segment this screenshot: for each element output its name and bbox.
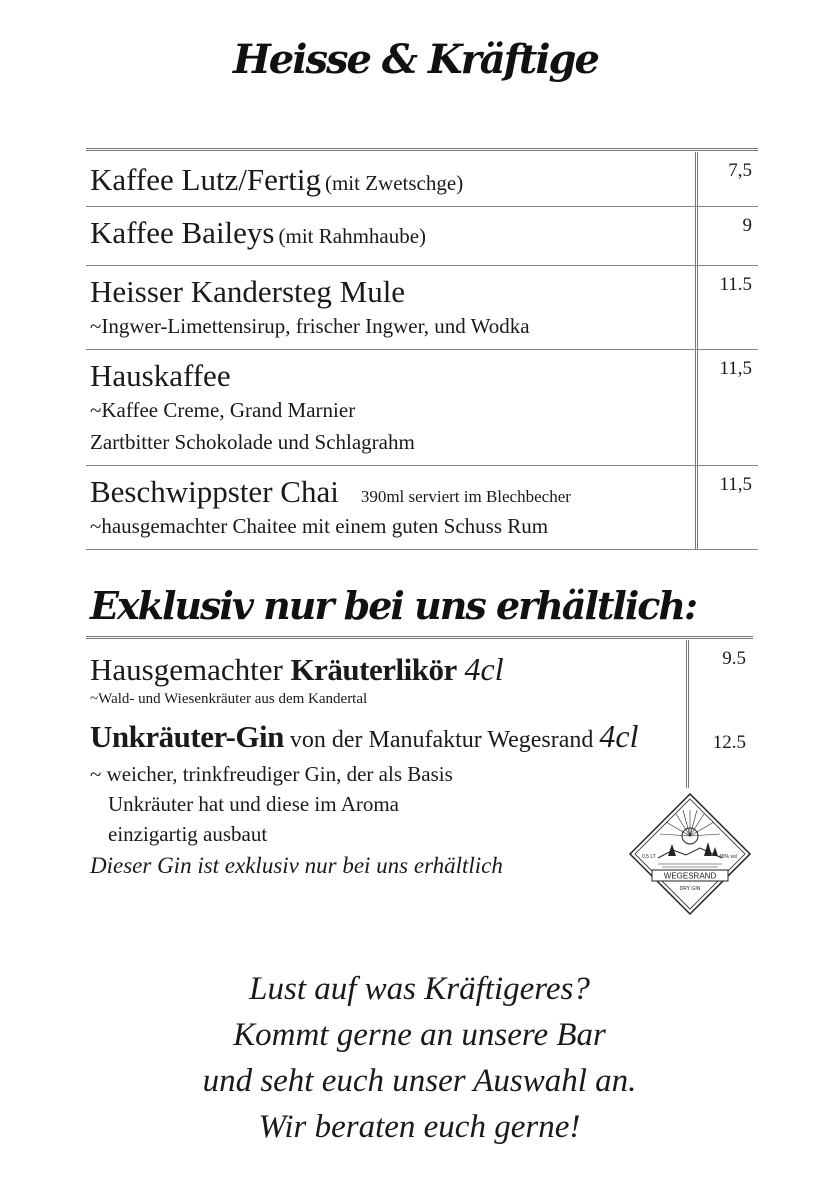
- gin-description: Unkräuter hat und diese im Aroma: [108, 792, 400, 816]
- item-name: Beschwippster Chai: [90, 474, 339, 509]
- liqueur-amount: 4cl: [464, 651, 504, 687]
- closing-message: [0, 966, 839, 1150]
- gin-amount: 4cl: [599, 718, 639, 754]
- closing-line: Kommt gerne an unsere Bar: [233, 1017, 606, 1053]
- logo-volume: 0,5 LT: [642, 854, 656, 860]
- gin-bold-name: Unkräuter-Gin: [90, 719, 284, 754]
- item-price: 11.5: [695, 266, 758, 349]
- menu-item: [86, 350, 758, 466]
- closing-line: und seht euch unser Auswahl an.: [202, 1063, 637, 1099]
- menu-item: [86, 207, 758, 266]
- item-note: (mit Rahmhaube): [278, 224, 427, 248]
- wegesrand-logo-icon: [628, 792, 752, 916]
- logo-name: WEGESRAND: [663, 871, 717, 881]
- liqueur-prefix: Hausgemachter: [90, 652, 291, 687]
- item-price: 11,5: [695, 350, 758, 465]
- item-note: 390ml serviert im Blechbecher: [360, 487, 571, 506]
- section-title-exclusive: Exklusiv nur bei uns erhältlich:: [90, 583, 697, 628]
- item-description: ~Ingwer-Limettensirup, frischer Ingwer, und Wodka: [90, 314, 530, 338]
- item-price: 7,5: [695, 152, 758, 206]
- item-price: 9: [695, 207, 758, 265]
- liqueur-description: ~Wald- und Wiesenkräuter aus dem Kandertal: [90, 691, 368, 707]
- item-name: Kaffee Baileys: [90, 215, 275, 250]
- logo-abv: 46% vol: [719, 854, 737, 860]
- liqueur-name: [90, 650, 753, 689]
- gin-description: ~ weicher, trinkfreudiger Gin, der als Basis: [90, 762, 453, 786]
- item-description: Zartbitter Schokolade und Schlagrahm: [90, 430, 415, 454]
- liqueur-bold-name: Kräuterlikör: [290, 652, 457, 687]
- section-title-hot: Heisse & Kräftige: [233, 36, 598, 83]
- closing-line: Wir beraten euch gerne!: [258, 1109, 581, 1145]
- item-price: 11,5: [695, 466, 758, 549]
- gin-name: [90, 717, 753, 759]
- logo-sub: DRY GIN: [679, 886, 701, 892]
- item-description: ~Kaffee Creme, Grand Marnier: [90, 398, 356, 422]
- item-note: (mit Zwetschge): [324, 171, 464, 195]
- menu-table-hot: [86, 148, 758, 550]
- menu-item: [86, 266, 758, 350]
- gin-exclusive-note: Dieser Gin ist exklusiv nur bei uns erhältlich: [90, 853, 503, 878]
- menu-item: [86, 466, 758, 550]
- item-price: 12.5: [712, 732, 746, 753]
- closing-line: Lust auf was Kräftigeres?: [249, 971, 590, 1007]
- item-price: 9.5: [722, 648, 746, 669]
- item-description: ~hausgemachter Chaitee mit einem guten Schuss Rum: [90, 514, 549, 538]
- item-name: Hauskaffee: [90, 358, 231, 393]
- gin-maker: von der Manufaktur Wegesrand: [283, 727, 600, 753]
- menu-item: [86, 152, 758, 207]
- item-name: Kaffee Lutz/Fertig: [90, 162, 321, 197]
- item-name: Heisser Kandersteg Mule: [90, 274, 406, 309]
- gin-description: einzigartig ausbaut: [108, 822, 268, 846]
